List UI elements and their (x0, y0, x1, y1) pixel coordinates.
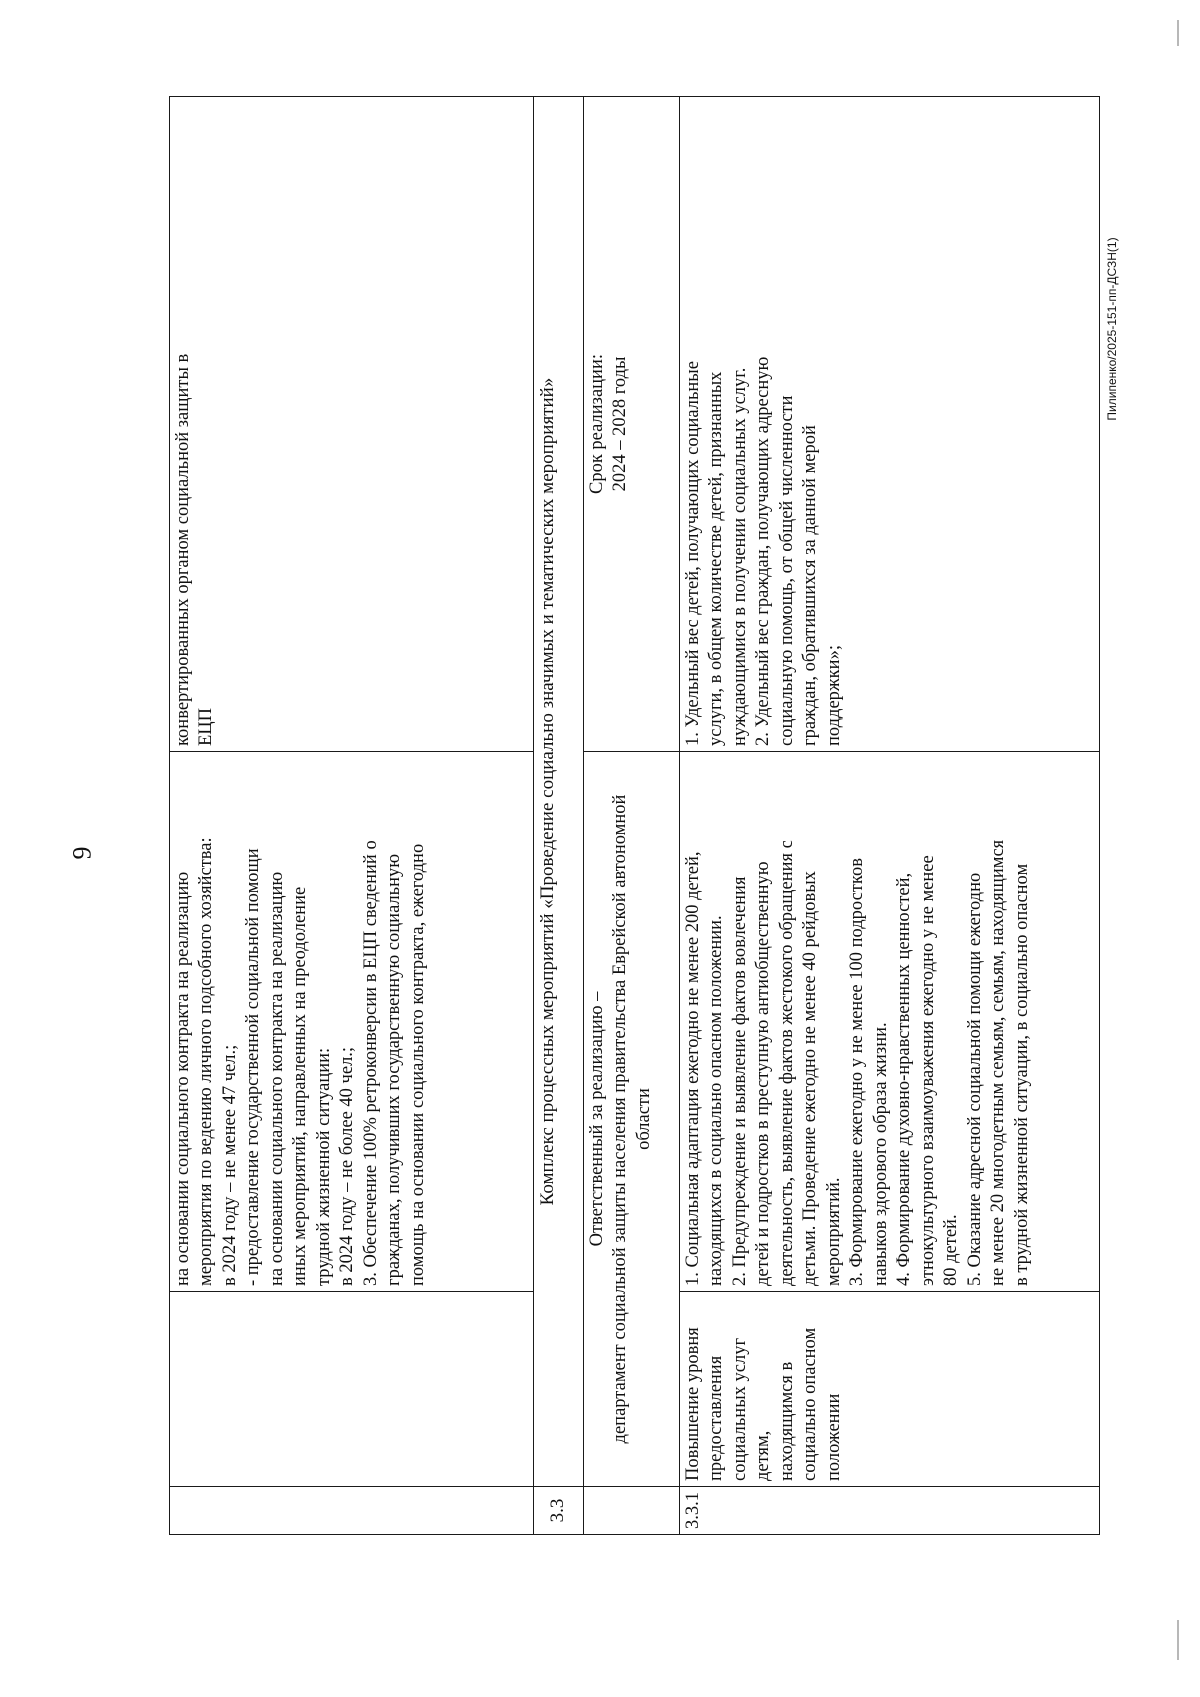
cell-tasks-continuation (170, 752, 534, 1292)
text-line: предоставления (706, 1355, 727, 1481)
table-row-responsible (584, 97, 680, 1535)
text-line: мероприятий. (823, 1177, 844, 1286)
cell-responsible (584, 752, 680, 1487)
text-line: конвертированных органом социальной защиты в (173, 353, 193, 746)
text-line: поддержки»; (823, 645, 844, 746)
text-line: детей и подростков в преступную антиобщественную (753, 861, 774, 1286)
row-number: 3.3.1 (680, 1487, 1100, 1535)
text-line: помощь на основании социального контракта, ежегодно (407, 843, 428, 1286)
text-line: социальную помощь, от общей численности (776, 395, 797, 746)
rotated-table-container (169, 97, 1099, 1535)
text-line: в 2024 году – не более 40 чел.; (337, 1046, 358, 1286)
cell-term (584, 97, 680, 752)
text-line: иных мероприятий, направленных на преодоление (290, 886, 311, 1286)
term-label: Срок реализации: (587, 354, 607, 495)
term-value: 2024 – 2028 годы (610, 356, 631, 492)
cell-tasks (680, 752, 1100, 1292)
text-line: не менее 20 многодетным семьям, семьям, находящимся (988, 839, 1009, 1286)
page-number: 9 (67, 846, 97, 860)
text-line: 1. Удельный вес детей, получающих социальные (683, 361, 703, 746)
text-line: ЕЦП (196, 707, 217, 746)
text-line: социальных услуг детям, (729, 1337, 774, 1481)
text-line: Повышение уровня (683, 1327, 703, 1481)
text-line: гражданах, получивших государственную социальную (384, 853, 405, 1286)
program-table (169, 96, 1100, 1535)
text-line: на основании социального контракта на реализацию (266, 871, 287, 1286)
text-line: мероприятия по ведению личного подсобного хозяйства: (196, 837, 217, 1286)
text-line: находящимся в (776, 1361, 797, 1481)
text-line: 1. Социальная адаптация ежегодно не менее 200 детей, (683, 851, 703, 1286)
cell-name-empty (170, 1292, 534, 1487)
text-line: социально опасном (800, 1327, 821, 1481)
text-line: нуждающимися в получении социальных услуг. (729, 367, 750, 746)
responsible-body: департамент социальной защиты населения правительства Еврейской автономной (610, 794, 631, 1444)
text-line: 3. Формирование ежегодно у не менее 100 подростков (847, 858, 868, 1286)
text-line: 2. Удельный вес граждан, получающих адресную (753, 356, 774, 746)
table-row-section (534, 97, 584, 1535)
scan-mark-top (1177, 20, 1179, 46)
text-line: на основании социального контракта на реализацию (173, 871, 193, 1286)
text-line: в 2024 году – не менее 47 чел.; (219, 1044, 240, 1286)
responsible-body-end: области (633, 1088, 654, 1150)
cell-indicator-continuation (170, 97, 534, 752)
table-row-3-3-1 (680, 97, 1100, 1535)
text-line: 80 детей. (941, 1214, 962, 1286)
text-line: навыков здорового образа жизни. (870, 1022, 891, 1286)
text-line: в трудной жизненной ситуации, в социально опасном (1011, 863, 1032, 1286)
scan-mark-bottom (1177, 1620, 1179, 1660)
section-title: Комплекс процессных мероприятий «Проведение социально значимых и тематических мероприятий» (534, 97, 584, 1487)
cell-num-empty (170, 1487, 534, 1535)
text-line: услуги, в общем количестве детей, признанных (706, 371, 727, 746)
text-line: 3. Обеспечение 100% ретроконверсии в ЕЦП сведений о (360, 840, 381, 1286)
text-line: детьми. Проведение ежегодно не менее 40 рейдовых (800, 871, 821, 1286)
text-line: - предоставление государственной социальной помощи (243, 848, 264, 1286)
cell-indicators (680, 97, 1100, 752)
table-row-continuation (170, 97, 534, 1535)
text-line: 2. Предупреждение и выявление фактов вовлечения (729, 876, 750, 1286)
cell-measure-name (680, 1292, 1100, 1487)
text-line: положении (823, 1393, 844, 1481)
document-code-text: Пилипенко/2025-151-пп-ДСЗН(1) (1105, 237, 1119, 421)
text-line: находящихся в социально опасном положении. (706, 915, 727, 1286)
cell-empty (584, 1487, 680, 1535)
section-number: 3.3 (534, 1487, 584, 1535)
text-line: этнокультурного взаимоуважения ежегодно у не менее (917, 855, 938, 1286)
text-line: 4. Формирование духовно-нравственных ценностей, (894, 872, 915, 1286)
text-line: трудной жизненной ситуации: (313, 1047, 334, 1286)
text-line: 5. Оказание адресной социальной помощи ежегодно (964, 872, 985, 1286)
text-line: граждан, обратившихся за данной мерой (800, 425, 821, 746)
responsible-label: Ответственный за реализацию – (587, 991, 607, 1247)
text-line: деятельность, выявление фактов жестокого обращения с (776, 840, 797, 1286)
